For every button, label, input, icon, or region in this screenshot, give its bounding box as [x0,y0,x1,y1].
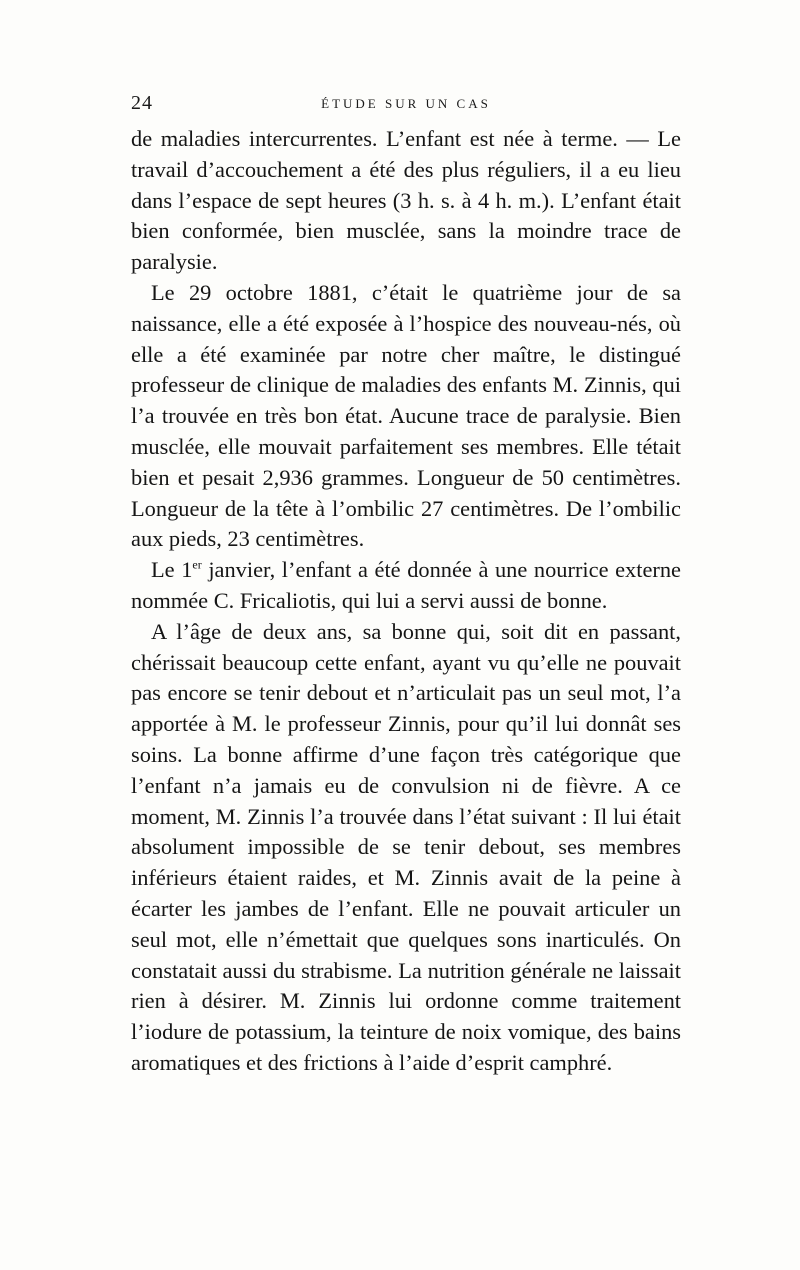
paragraph-nurse-rest: janvier, l’enfant a été donnée à une nourrice externe nommée C. Fricaliotis, qui lui a servi aussi de bonne. [131,557,681,613]
ordinal-superscript: er [192,557,202,572]
page-number: 24 [131,92,153,114]
running-title: ÉTUDE SUR UN CAS [321,96,491,111]
paragraph-nurse-start: Le 1 [151,557,193,583]
paragraph-two-years: A l’âge de deux ans, sa bonne qui, soit dit en passant, chérissait beaucoup cette enfant, ayant vu qu’elle ne pouvait pas encore se tenir debout et n’articulait pas un seul mot, l’a apportée à M. le professeur Zinnis, pour qu’il lui donnât ses soins. La bonne affirme d’une façon très catégorique que l’enfant n’a jamais eu de convulsion ni de fièvre. A ce moment, M. Zinnis l’a trouvée dans l’état suivant : Il lui était absolument impossible de se tenir debout, ses membres inférieurs étaient raides, et M. Zinnis avait de la peine à écarter les jambes de l’enfant. Elle ne pouvait articuler un seul mot, elle n’émettait que quelques sons inarticulés. On constatait aussi du strabisme. La nutrition générale ne laissait rien à désirer. M. Zinnis lui ordonne comme traitement l’iodure de potassium, la teinture de noix vomique, des bains aromatiques et des frictions à l’aide d’esprit camphré. [131,618,681,1075]
running-head [131,92,681,118]
paragraph-nurse [131,555,681,617]
body-text [131,124,681,1079]
paragraph-continuation: de maladies intercurrentes. L’enfant est née à terme. — Le travail d’accouchement a été des plus réguliers, il a eu lieu dans l’espace de sept heures (3 h. s. à 4 h. m.). L’enfant était bien conformée, bien musclée, sans la moindre trace de paralysie. [131,126,681,275]
paragraph-birth-exposure: Le 29 octobre 1881, c’était le quatrième jour de sa naissance, elle a été exposée à l’hospice des nouveau-nés, où elle a été examinée par notre cher maître, le distingué professeur de clinique de maladies des enfants M. Zinnis, qui l’a trouvée en très bon état. Aucune trace de paralysie. Bien musclée, elle mouvait parfaitement ses membres. Elle tétait bien et pesait 2,936 grammes. Longueur de 50 centimètres. Longueur de la tête à l’ombilic 27 centimètres. De l’ombilic aux pieds, 23 centimètres. [131,279,681,552]
